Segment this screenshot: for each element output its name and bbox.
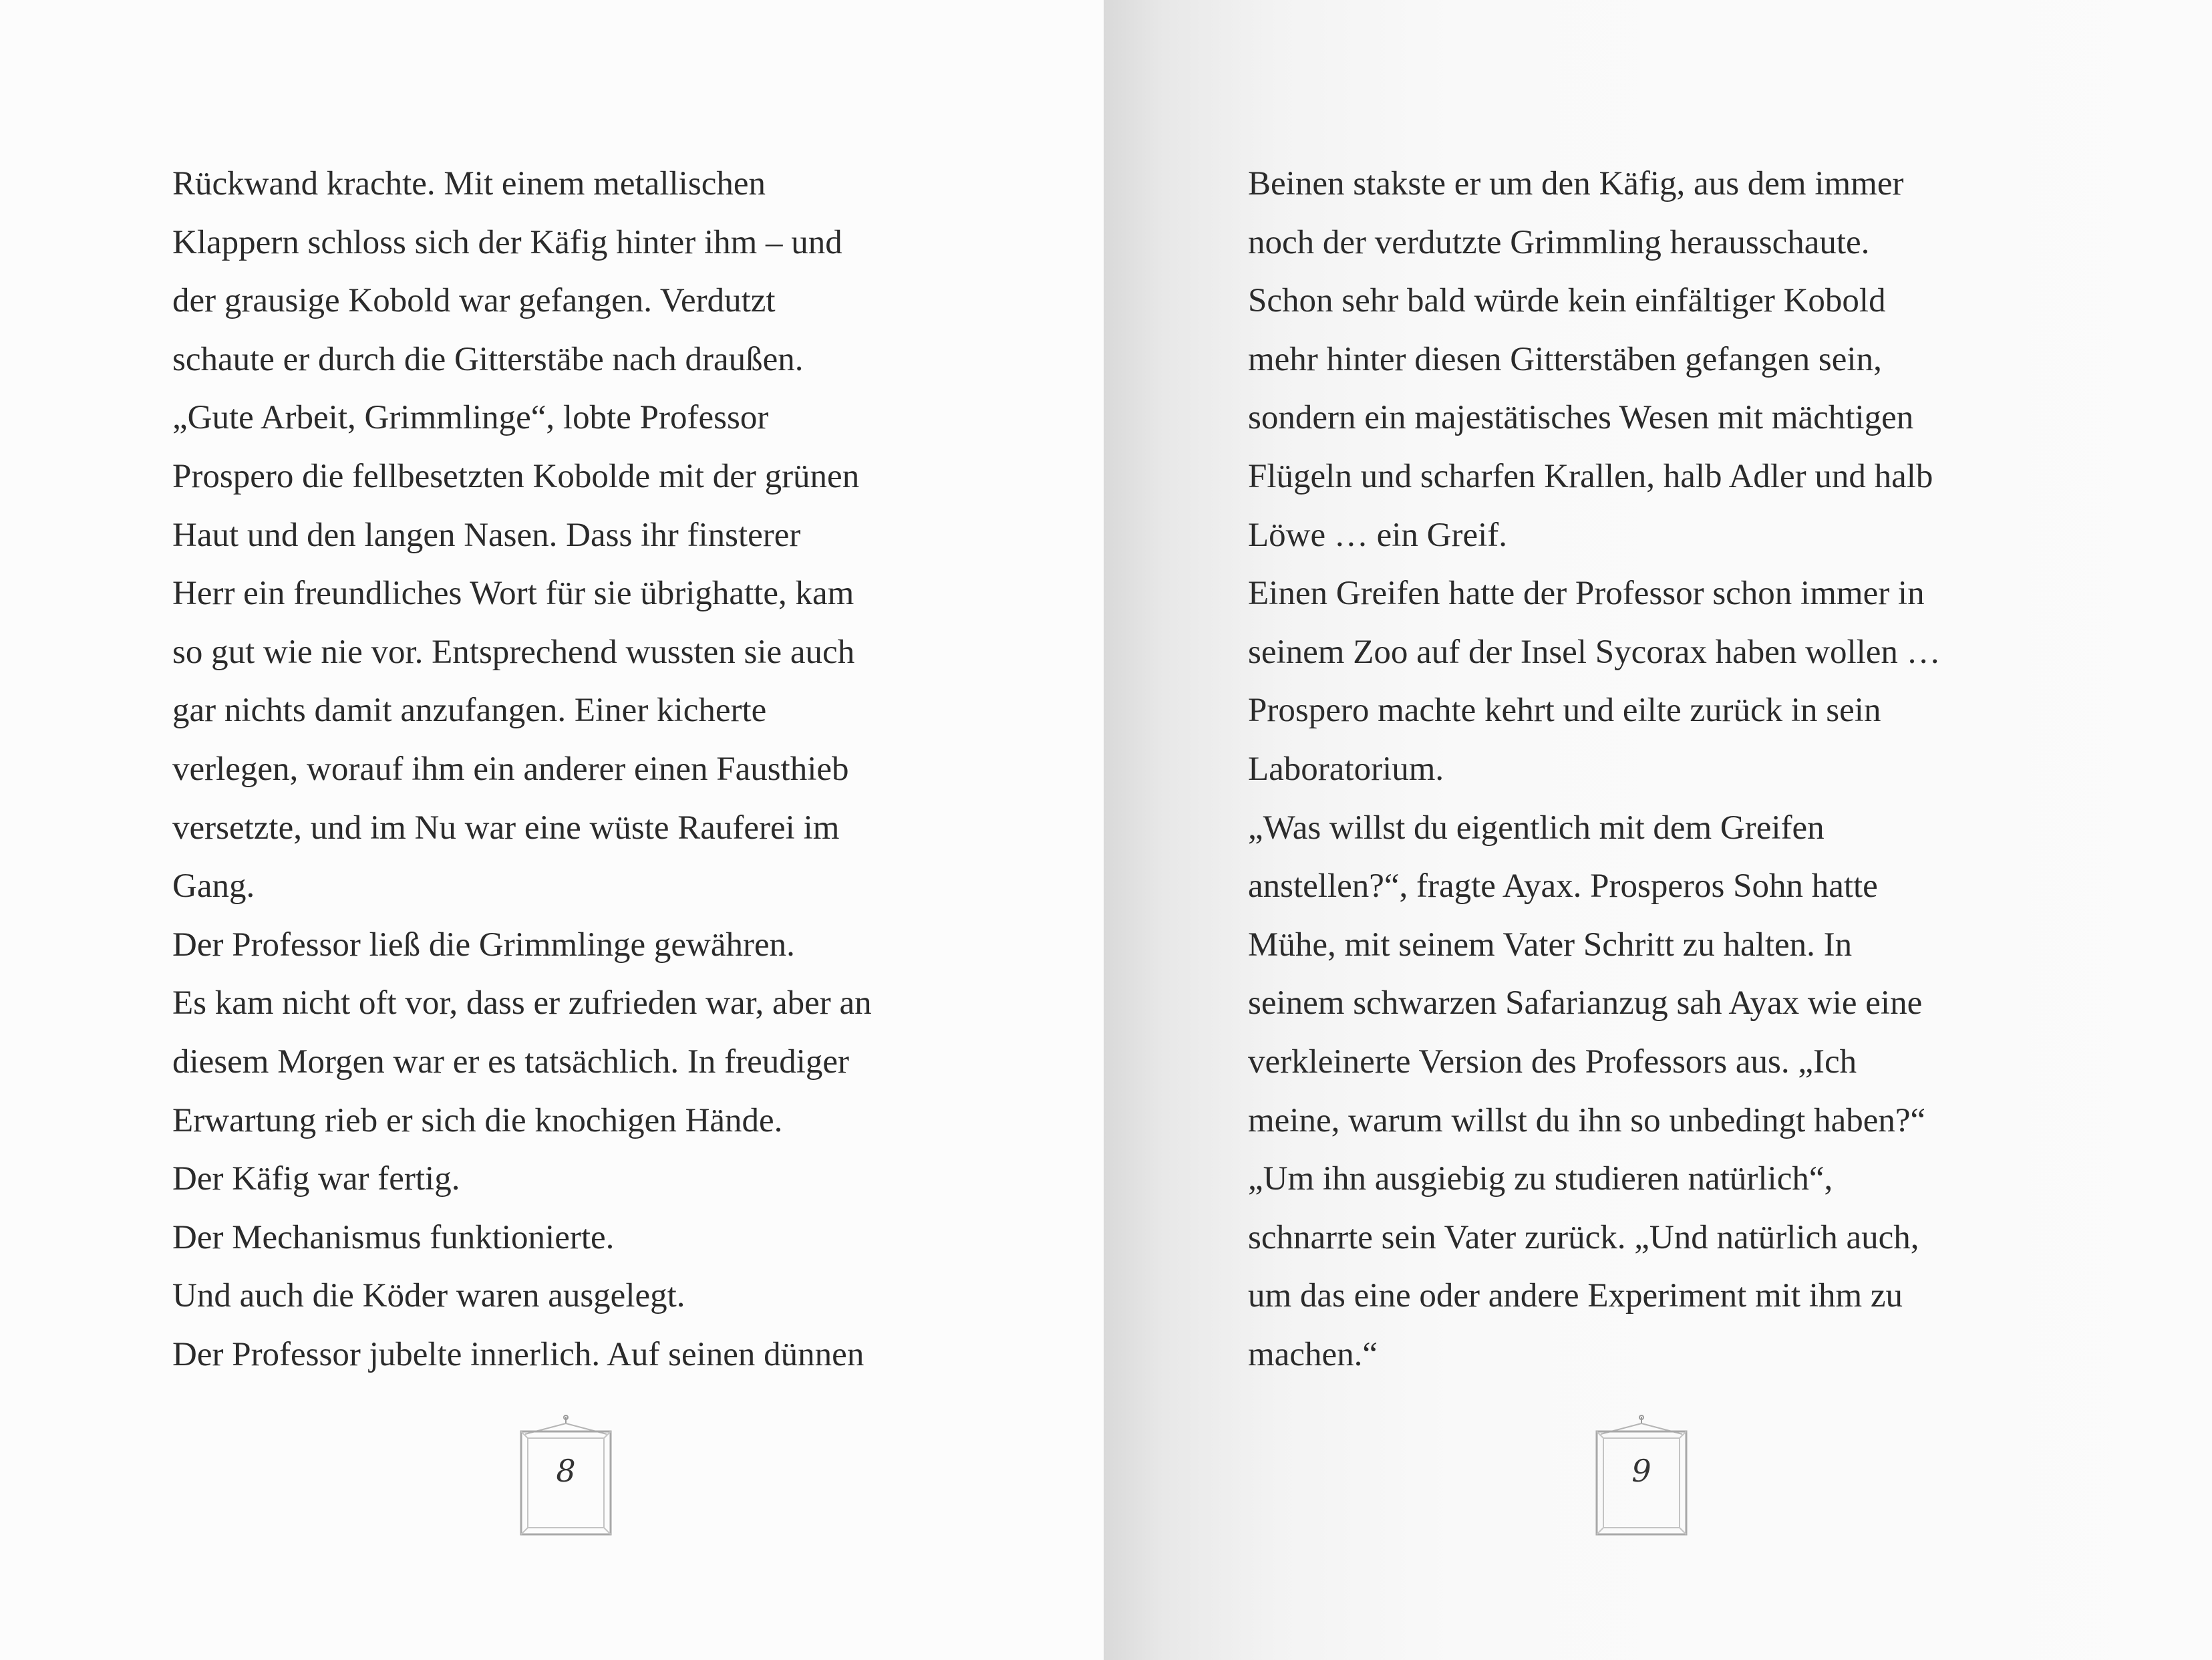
text-line: Der Professor ließ die Grimmlinge gewähren. [172, 926, 795, 964]
page-number: 9 [1631, 1453, 1651, 1489]
text-line: Löwe … ein Greif. [1248, 516, 1508, 554]
text-line: Gang. [172, 867, 255, 906]
text-line: schnarrte sein Vater zurück. „Und natürlich auch, [1248, 1218, 1919, 1256]
text-line: gar nichts damit anzufangen. Einer kicherte [172, 692, 767, 730]
text-line: so gut wie nie vor. Entsprechend wussten sie auch [172, 633, 855, 671]
text-line: anstellen?“, fragte Ayax. Prosperos Sohn hatte [1248, 867, 1878, 906]
text-line: Der Käfig war fertig. [172, 1160, 460, 1198]
text-line: Prospero machte kehrt und eilte zurück in sein [1248, 692, 1881, 730]
text-line: versetzte, und im Nu war eine wüste Rauferei im [172, 809, 840, 847]
text-line: Erwartung rieb er sich die knochigen Hände. [172, 1101, 783, 1139]
text-line: seinem schwarzen Safarianzug sah Ayax wie eine [1248, 984, 1923, 1022]
text-line: machen.“ [1248, 1335, 1378, 1373]
text-line: Rückwand krachte. Mit einem metallischen [172, 165, 766, 202]
text-line: Herr ein freundliches Wort für sie übrighatte, kam [172, 575, 854, 613]
text-line: verlegen, worauf ihm ein anderer einen Fausthieb [172, 750, 849, 788]
left-page-text [172, 155, 1001, 1384]
text-line: sondern ein majestätisches Wesen mit mächtigen [1248, 399, 1914, 437]
text-line: Der Professor jubelte innerlich. Auf seinen dünnen [172, 1335, 864, 1373]
text-line: meine, warum willst du ihn so unbedingt haben?“ [1248, 1101, 1926, 1139]
hanging-picture-frame-icon [518, 1414, 613, 1537]
text-line: Laboratorium. [1248, 750, 1444, 788]
text-line: Flügeln und scharfen Krallen, halb Adler und halb [1248, 457, 1933, 495]
text-line: verkleinerte Version des Professors aus. „Ich [1248, 1043, 1857, 1081]
hanging-picture-frame-icon [1594, 1414, 1689, 1537]
text-line: Beinen stakste er um den Käfig, aus dem immer [1248, 165, 1904, 202]
text-line: um das eine oder andere Experiment mit ihm zu [1248, 1277, 1903, 1315]
right-page [1104, 0, 2212, 1660]
text-line: noch der verdutzte Grimmling herausschaute. [1248, 223, 1870, 261]
text-line: Und auch die Köder waren ausgelegt. [172, 1277, 685, 1315]
text-line: „Was willst du eigentlich mit dem Greifen [1248, 809, 1825, 847]
text-line: Der Mechanismus funktionierte. [172, 1218, 615, 1256]
text-line: „Gute Arbeit, Grimmlinge“, lobte Professor [172, 399, 769, 437]
text-line: Einen Greifen hatte der Professor schon immer in [1248, 575, 1925, 613]
text-line: der grausige Kobold war gefangen. Verdutzt [172, 282, 776, 320]
text-line: mehr hinter diesen Gitterstäben gefangen sein, [1248, 340, 1882, 378]
text-line: seinem Zoo auf der Insel Sycorax haben wollen … [1248, 633, 1941, 671]
text-line: Haut und den langen Nasen. Dass ihr finsterer [172, 516, 801, 554]
left-page [0, 0, 1104, 1660]
right-page-text [1248, 155, 2090, 1384]
text-line: Prospero die fellbesetzten Kobolde mit der grünen [172, 457, 860, 495]
page-number: 8 [556, 1453, 576, 1489]
text-line: „Um ihn ausgiebig zu studieren natürlich“, [1248, 1160, 1833, 1198]
text-line: Schon sehr bald würde kein einfältiger Kobold [1248, 282, 1886, 320]
text-line: Mühe, mit seinem Vater Schritt zu halten. In [1248, 926, 1853, 964]
text-line: schaute er durch die Gitterstäbe nach draußen. [172, 340, 804, 378]
text-line: Es kam nicht oft vor, dass er zufrieden war, aber an [172, 984, 872, 1022]
text-line: Klappern schloss sich der Käfig hinter ihm – und [172, 223, 842, 261]
text-line: diesem Morgen war er es tatsächlich. In freudiger [172, 1043, 850, 1081]
